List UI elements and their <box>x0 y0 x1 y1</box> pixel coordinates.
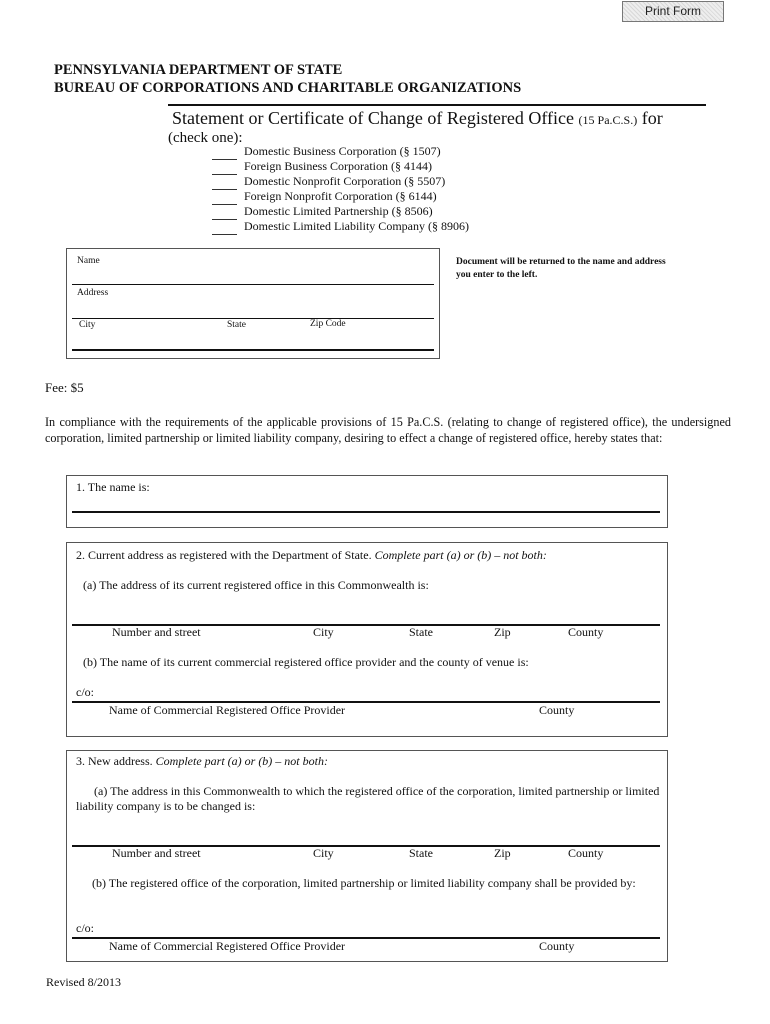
header-rule <box>168 104 706 106</box>
provider-column-label: Name of Commercial Registered Office Provider <box>109 703 346 717</box>
section-3a-label: (a) The address in this Commonwealth to which the registered office of the corporation, limited partnership or limited liability company is to be changed is: <box>76 784 660 813</box>
state-column-label: State <box>409 846 433 860</box>
return-address-note: Document will be returned to the name and address you enter to the left. <box>456 257 666 280</box>
co-label: c/o: <box>76 921 94 935</box>
section-3-title: 3. New address. <box>76 754 153 768</box>
section-2a-label: (a) The address of its current registered office in this Commonwealth is: <box>83 578 429 592</box>
section-2-note: Complete part (a) or (b) – not both: <box>374 548 547 562</box>
county-column-label: County <box>568 625 604 639</box>
name-label: Name <box>77 256 100 266</box>
form-title-main: Statement or Certificate of Change of Registered Office <box>172 108 575 128</box>
city-state-zip-field[interactable] <box>72 349 434 351</box>
form-title <box>172 108 663 129</box>
checkbox-foreign-business-corp[interactable] <box>212 173 237 175</box>
zip-code-label: Zip Code <box>310 319 346 329</box>
checkbox-domestic-limited-partnership[interactable] <box>212 218 237 220</box>
state-column-label: State <box>409 625 433 639</box>
section-1-box <box>66 475 668 528</box>
form-title-citation: (15 Pa.C.S.) <box>578 113 638 127</box>
entity-name-field[interactable] <box>72 511 660 513</box>
city-label: City <box>79 320 96 330</box>
entity-type-label: Domestic Nonprofit Corporation (§ 5507) <box>244 174 446 188</box>
revised-date: Revised 8/2013 <box>46 975 121 989</box>
name-field[interactable] <box>72 284 434 285</box>
entity-type-label: Domestic Business Corporation (§ 1507) <box>244 144 441 158</box>
fee-label: Fee: $5 <box>45 380 84 395</box>
zip-column-label: Zip <box>494 625 511 639</box>
check-one-label: (check one): <box>168 130 243 146</box>
compliance-paragraph: In compliance with the requirements of the applicable provisions of 15 Pa.C.S. (relating to change of registered office), the undersigned corporation, limited partnership or limited liability company, desiring to effect a change of registered office, hereby states that: <box>45 415 731 445</box>
provider-county-label: County <box>539 703 575 717</box>
address-field[interactable] <box>72 318 434 319</box>
entity-type-label: Domestic Limited Liability Company (§ 8906) <box>244 219 469 233</box>
entity-type-label: Domestic Limited Partnership (§ 8506) <box>244 204 433 218</box>
section-2-heading <box>76 548 547 563</box>
zip-column-label: Zip <box>494 846 511 860</box>
section-3-heading <box>76 754 328 769</box>
section-3-note: Complete part (a) or (b) – not both: <box>155 754 328 768</box>
county-column-label: County <box>568 846 604 860</box>
provider-column-label: Name of Commercial Registered Office Provider <box>109 939 346 953</box>
return-address-box <box>66 248 440 359</box>
city-column-label: City <box>313 846 334 860</box>
print-form-button[interactable]: Print Form <box>622 1 724 22</box>
entity-type-label: Foreign Nonprofit Corporation (§ 6144) <box>244 189 437 203</box>
co-label: c/o: <box>76 685 94 699</box>
address-label: Address <box>77 288 109 298</box>
checkbox-domestic-nonprofit-corp[interactable] <box>212 188 237 190</box>
section-2b-label: (b) The name of its current commercial registered office provider and the county of venue is: <box>83 655 529 669</box>
city-column-label: City <box>313 625 334 639</box>
checkbox-domestic-business-corp[interactable] <box>212 158 237 160</box>
section-3b-label: (b) The registered office of the corporation, limited partnership or limited liability company shall be provided by: <box>92 876 636 890</box>
provider-county-label: County <box>539 939 575 953</box>
checkbox-domestic-llc[interactable] <box>212 233 237 235</box>
section-2-title: 2. Current address as registered with the Department of State. <box>76 548 372 562</box>
form-title-suffix: for <box>641 108 663 128</box>
checkbox-foreign-nonprofit-corp[interactable] <box>212 203 237 205</box>
department-heading: PENNSYLVANIA DEPARTMENT OF STATE <box>54 62 343 78</box>
entity-type-label: Foreign Business Corporation (§ 4144) <box>244 159 432 173</box>
street-column-label: Number and street <box>112 846 201 860</box>
section-1-label: 1. The name is: <box>76 480 150 494</box>
state-label: State <box>227 320 246 330</box>
bureau-heading: BUREAU OF CORPORATIONS AND CHARITABLE ORGANIZATIONS <box>54 80 522 96</box>
street-column-label: Number and street <box>112 625 201 639</box>
